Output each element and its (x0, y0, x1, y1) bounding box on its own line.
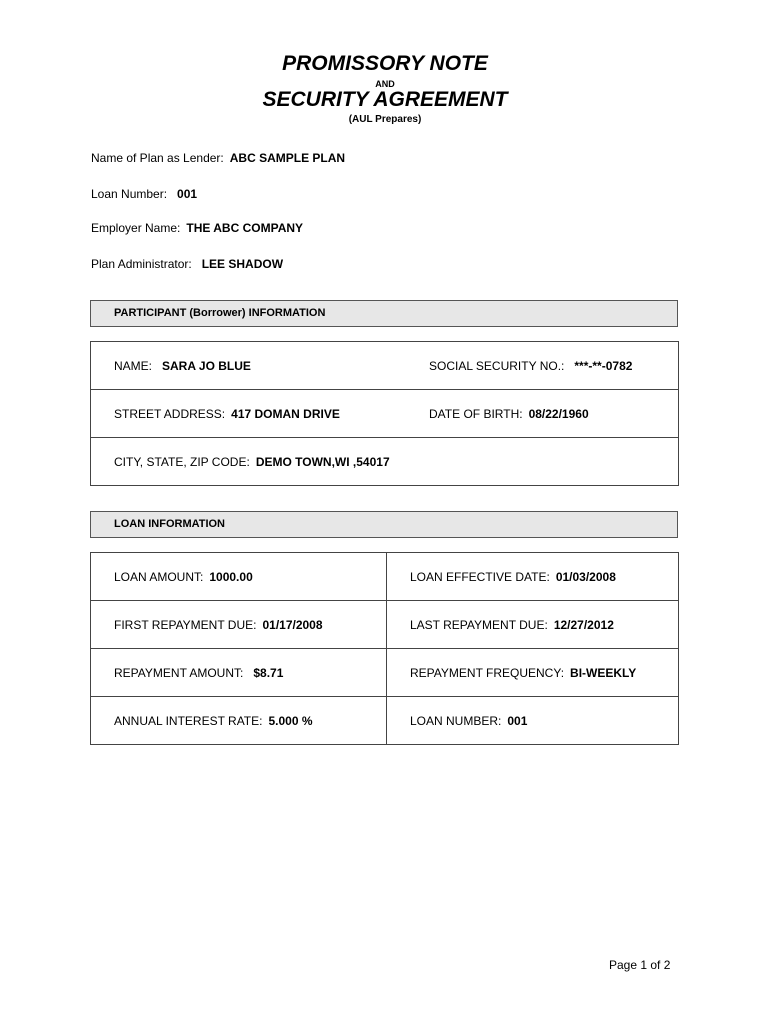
loan-number-value: 001 (177, 187, 198, 201)
table-row (91, 649, 679, 697)
first-due-cell (91, 601, 387, 649)
street-label: STREET ADDRESS: (114, 406, 226, 421)
loan-number-line (91, 187, 197, 201)
first-due-value: 01/17/2008 (262, 617, 323, 632)
effective-date-cell (387, 553, 679, 601)
loan-amount-value: 1000.00 (209, 569, 253, 584)
city-cell (91, 438, 679, 486)
ssn-value: ***-**-0782 (574, 358, 633, 373)
employer-value: THE ABC COMPANY (186, 221, 304, 235)
frequency-cell (387, 649, 679, 697)
employer-line (91, 221, 303, 235)
lender-value: ABC SAMPLE PLAN (229, 151, 346, 165)
last-due-value: 12/27/2012 (553, 617, 614, 632)
lender-line (91, 151, 345, 165)
table-row (91, 438, 679, 486)
loan-number-label: Loan Number: (91, 187, 168, 201)
frequency-value: BI-WEEKLY (570, 665, 637, 680)
participant-section-header: PARTICIPANT (Borrower) INFORMATION (90, 300, 678, 327)
last-due-label: LAST REPAYMENT DUE: (410, 617, 548, 632)
administrator-value: LEE SHADOW (201, 257, 284, 271)
loan-amount-cell (91, 553, 387, 601)
table-row (91, 601, 679, 649)
city-label: CITY, STATE, ZIP CODE: (114, 454, 250, 469)
table-row (91, 342, 679, 390)
employer-label: Employer Name: (91, 221, 181, 235)
name-label: NAME: (114, 358, 153, 373)
loan-amount-label: LOAN AMOUNT: (114, 569, 204, 584)
lender-label: Name of Plan as Lender: (91, 151, 224, 165)
repayment-amount-cell (91, 649, 387, 697)
loan-number-table-value: 001 (507, 713, 528, 728)
participant-table (90, 341, 679, 486)
dob-label: DATE OF BIRTH: (429, 406, 523, 421)
ssn-label: SOCIAL SECURITY NO.: (429, 358, 565, 373)
repayment-amount-label: REPAYMENT AMOUNT: (114, 665, 244, 680)
table-row (91, 553, 679, 601)
loan-table (90, 552, 679, 745)
effective-date-label: LOAN EFFECTIVE DATE: (410, 569, 550, 584)
effective-date-value: 01/03/2008 (555, 569, 616, 584)
frequency-label: REPAYMENT FREQUENCY: (410, 665, 565, 680)
street-cell (91, 390, 407, 438)
interest-rate-cell (91, 697, 387, 745)
loan-section-header: LOAN INFORMATION (90, 511, 678, 538)
administrator-label: Plan Administrator: (91, 257, 192, 271)
administrator-line (91, 257, 283, 271)
name-value: SARA JO BLUE (162, 358, 251, 373)
ssn-cell (406, 342, 679, 390)
city-value: DEMO TOWN,WI ,54017 (255, 454, 390, 469)
name-cell (91, 342, 407, 390)
dob-cell (406, 390, 679, 438)
loan-number-table-label: LOAN NUMBER: (410, 713, 502, 728)
interest-rate-value: 5.000 % (268, 713, 313, 728)
interest-rate-label: ANNUAL INTEREST RATE: (114, 713, 263, 728)
first-due-label: FIRST REPAYMENT DUE: (114, 617, 257, 632)
street-value: 417 DOMAN DRIVE (231, 406, 340, 421)
title-and: AND (375, 79, 395, 89)
last-due-cell (387, 601, 679, 649)
repayment-amount-value: $8.71 (253, 665, 284, 680)
page-number: Page 1 of 2 (609, 958, 671, 972)
dob-value: 08/22/1960 (528, 406, 589, 421)
loan-number-cell (387, 697, 679, 745)
table-row (91, 390, 679, 438)
title-subtitle: (AUL Prepares) (348, 114, 422, 125)
table-row (91, 697, 679, 745)
title-promissory-note: PROMISSORY NOTE (282, 52, 488, 75)
title-security-agreement: SECURITY AGREEMENT (262, 88, 508, 111)
